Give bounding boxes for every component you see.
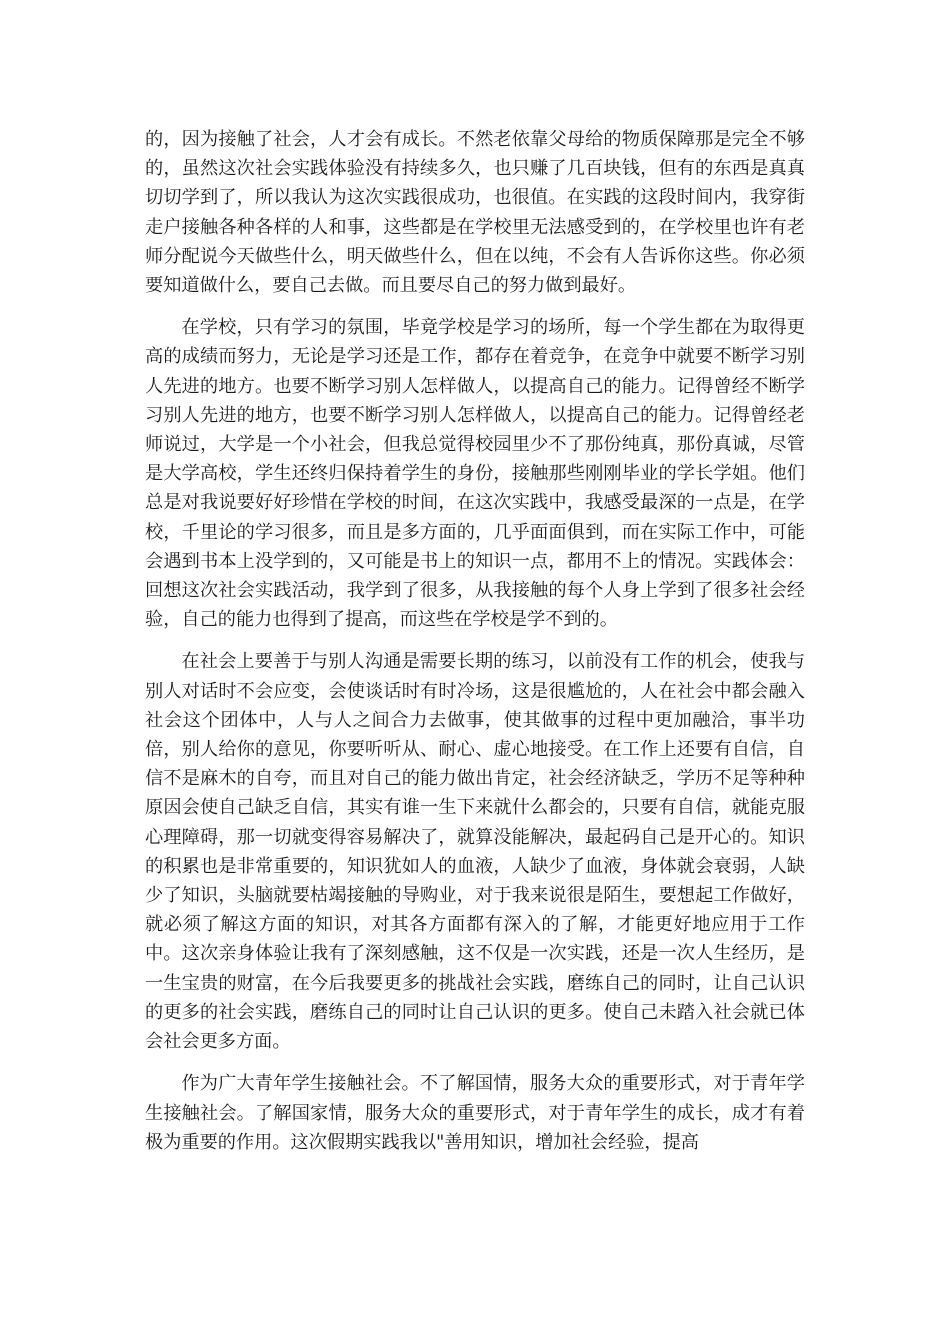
paragraph-3: 在社会上要善于与别人沟通是需要长期的练习，以前没有工作的机会，使我与别人对话时不会应变，会使谈话时有时冷场，这是很尴尬的，人在社会中都会融入社会这个团体中，人与人之间合力去做事，使其做事的过程中更加融洽，事半功倍，别人给你的意见，你要听听从、耐心、虚心地接受。在工作上还要有自信，自信不是麻木的自夸，而且对自己的能力做出肯定，社会经济缺乏，学历不足等种种原因会使自己缺乏自信，其实有谁一生下来就什么都会的，只要有自信，就能克服心理障碍，那一切就变得容易解决了，就算没能解决，最起码自己是开心的。知识的积累也是非常重要的，知识犹如人的血液，人缺少了血液，身体就会衰弱，人缺少了知识，头脑就要枯竭接触的导购业，对于我来说很是陌生，要想起工作做好，就必须了解这方面的知识，对其各方面都有深入的了解，才能更好地应用于工作中。这次亲身体验让我有了深刻感触，这不仅是一次实践，还是一次人生经历，是一生宝贵的财富，在今后我要更多的挑战社会实践，磨练自己的同时，让自己认识的更多的社会实践，磨练自己的同时让自己认识的更多。使自己未踏入社会就已体会社会更多方面。 (145, 651, 805, 1053)
paragraph-4: 作为广大青年学生接触社会。不了解国情，服务大众的重要形式，对于青年学生接触社会。了解国家情，服务大众的重要形式，对于青年学生的成长，成才有着极为重要的作用。这次假期实践我以"善用知识，增加社会经验，提高 (145, 1073, 805, 1153)
paragraph-1: 的，因为接触了社会，人才会有成长。不然老依靠父母给的物质保障那是完全不够的，虽然这次社会实践体验没有持续多久，也只赚了几百块钱，但有的东西是真真切切学到了，所以我认为这次实践很成功，也很值。在实践的这段时间内，我穿街走户接触各种各样的人和事，这些都是在学校里无法感受到的，在学校里也许有老师分配说今天做些什么，明天做些什么，但在以纯，不会有人告诉你这些。你必须要知道做什么，要自己去做。而且要尽自己的努力做到最好。 (145, 129, 805, 297)
document-page (145, 125, 805, 1170)
paragraph-2: 在学校，只有学习的氛围，毕竟学校是学习的场所，每一个学生都在为取得更高的成绩而努力，无论是学习还是工作，都存在着竞争，在竞争中就要不断学习别人先进的地方。也要不断学习别人怎样做人，以提高自己的能力。记得曾经不断学习别人先进的地方，也要不断学习别人怎样做人，以提高自己的能力。记得曾经老师说过，大学是一个小社会，但我总觉得校园里少不了那份纯真，那份真诚，尽管是大学高校，学生还终归保持着学生的身份，接触那些刚刚毕业的学长学姐。他们总是对我说要好好珍惜在学校的时间，在这次实践中，我感受最深的一点是，在学校，千里论的学习很多，而且是多方面的，几乎面面俱到，而在实际工作中，可能会遇到书本上没学到的，又可能是书上的知识一点，都用不上的情况。实践体会：回想这次社会实践活动，我学到了很多，从我接触的每个人身上学到了很多社会经验，自己的能力也得到了提高，而这些在学校是学不到的。 (145, 317, 805, 631)
